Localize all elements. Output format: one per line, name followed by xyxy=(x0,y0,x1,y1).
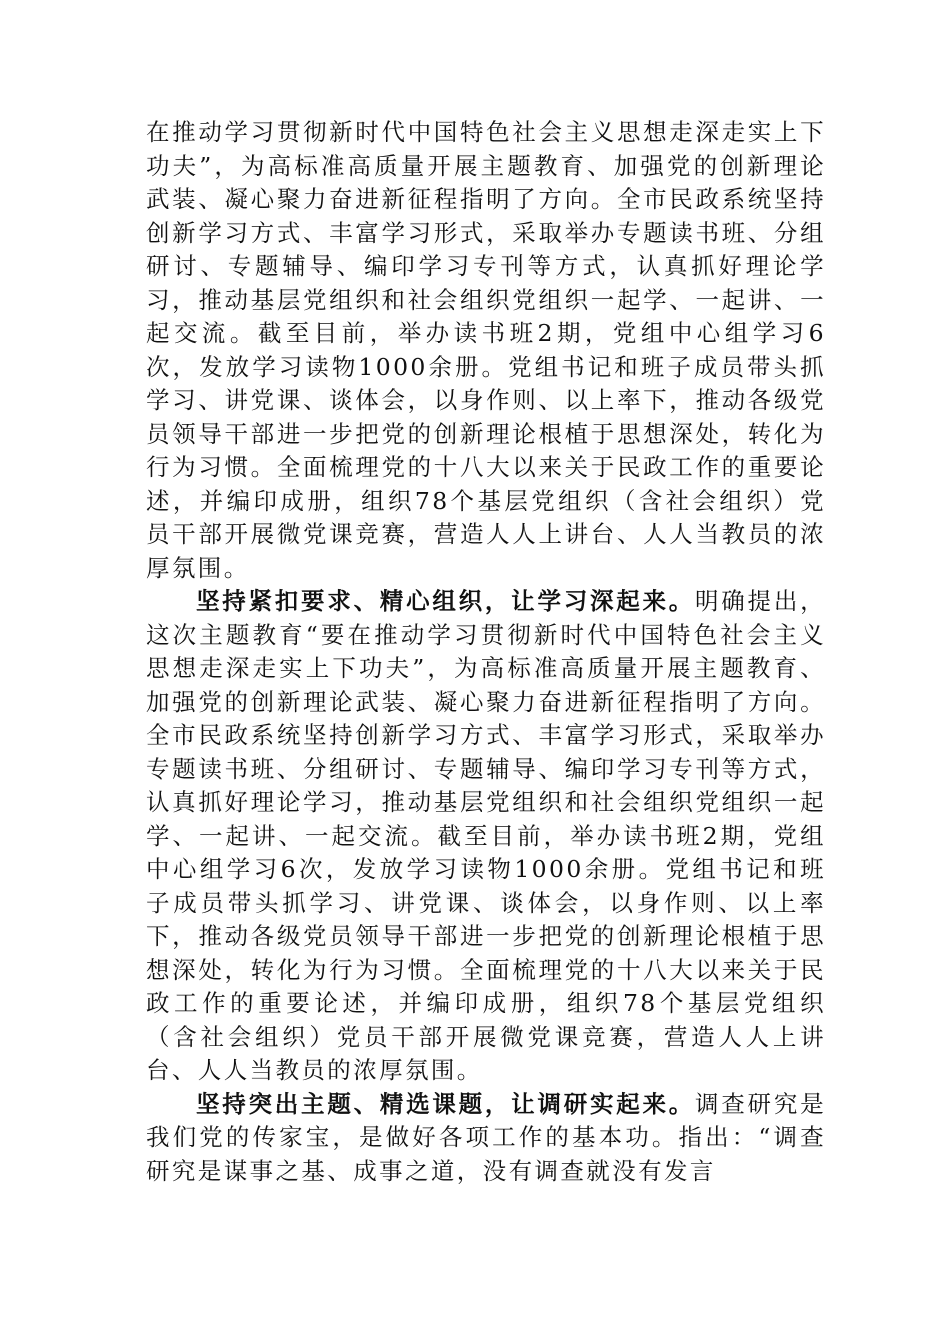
paragraph-text: 在推动学习贯彻新时代中国特色社会主义思想走深走实上下功夫”，为高标准高质量开展主题教育、加强党的创新理论武装、凝心聚力奋进新征程指明了方向。全市民政系统坚持创新学习方式、丰富学习形式，采取举办专题读书班、分组研讨、专题辅导、编印学习专刊等方式，认真抓好理论学习，推动基层党组织和社会组织党组织一起学、一起讲、一起交流。截至目前，举办读书班2期，党组中心组学习6次，发放学习读物1000余册。党组书记和班子成员带头抓学习、讲党课、谈体会，以身作则、以上率下，推动各级党员领导干部进一步把党的创新理论根植于思想深处，转化为行为习惯。全面梳理党的十八大以来关于民政工作的重要论述，并编印成册，组织78个基层党组织（含社会组织）党员干部开展微党课竞赛，营造人人上讲台、人人当教员的浓厚氛围。 xyxy=(146,118,826,582)
paragraph-research xyxy=(146,1088,826,1189)
paragraph-continuation xyxy=(146,116,826,585)
document-body xyxy=(146,116,826,1188)
paragraph-lead-bold: 坚持突出主题、精选课题，让调研实起来。 xyxy=(196,1089,696,1118)
paragraph-study xyxy=(146,585,826,1088)
paragraph-lead-bold: 坚持紧扣要求、精心组织，让学习深起来。 xyxy=(196,587,696,615)
paragraph-text: 调查研究是我们党的传家宝，是做好各项工作的基本功。指出：“调查研究是谋事之基、成事之道，没有调查就没有发言 xyxy=(146,1089,826,1185)
paragraph-text: 明确提出，这次主题教育“要在推动学习贯彻新时代中国特色社会主义思想走深走实上下功夫”，为高标准高质量开展主题教育、加强党的创新理论武装、凝心聚力奋进新征程指明了方向。全市民政系统坚持创新学习方式、丰富学习形式，采取举办专题读书班、分组研讨、专题辅导、编印学习专刊等方式，认真抓好理论学习，推动基层党组织和社会组织党组织一起学、一起讲、一起交流。截至目前，举办读书班2期，党组中心组学习6次，发放学习读物1000余册。党组书记和班子成员带头抓学习、讲党课、谈体会，以身作则、以上率下，推动各级党员领导干部进一步把党的创新理论根植于思想深处，转化为行为习惯。全面梳理党的十八大以来关于民政工作的重要论述，并编印成册，组织78个基层党组织（含社会组织）党员干部开展微党课竞赛，营造人人上讲台、人人当教员的浓厚氛围。 xyxy=(146,587,826,1084)
